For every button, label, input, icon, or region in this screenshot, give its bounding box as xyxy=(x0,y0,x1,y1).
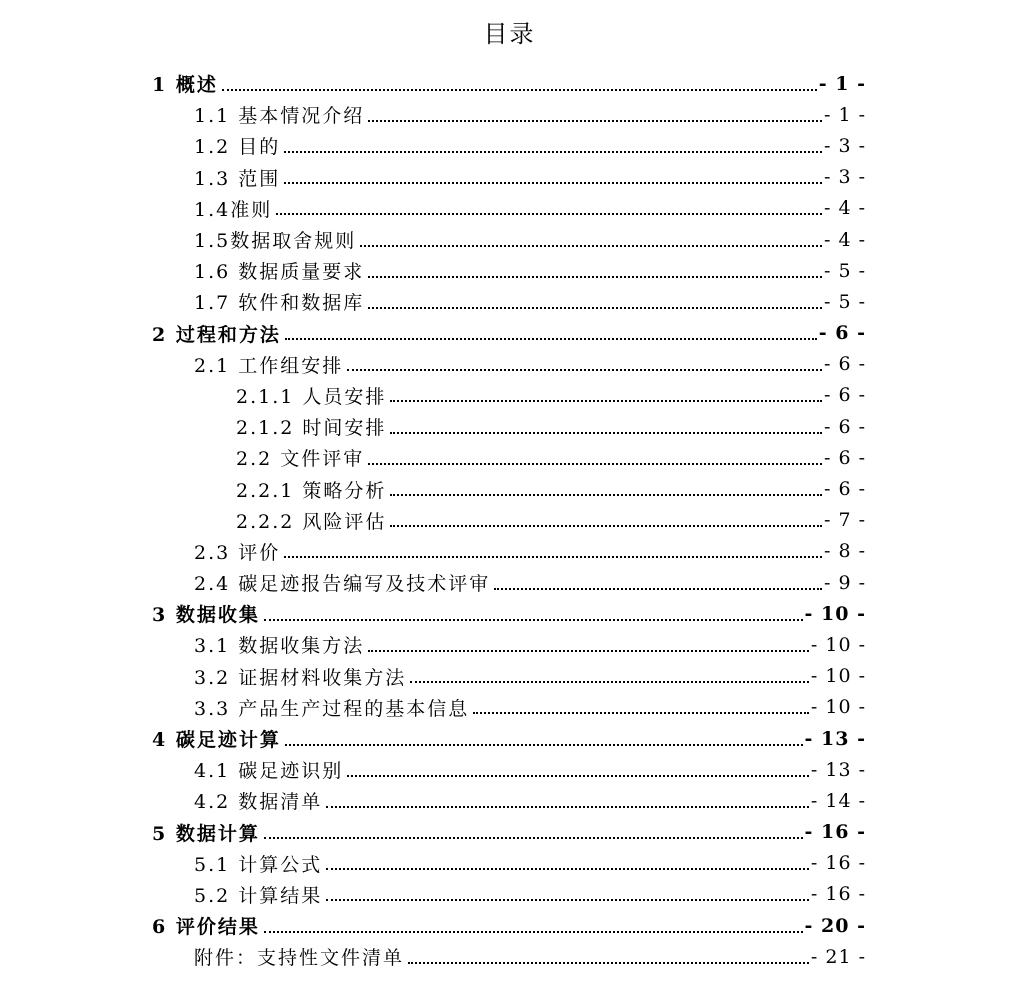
dot-leader xyxy=(390,494,822,496)
toc-entry[interactable] xyxy=(0,286,866,317)
dot-leader xyxy=(368,276,822,278)
toc-entry[interactable] xyxy=(0,99,866,130)
dot-leader xyxy=(368,120,822,122)
toc-entry-page-number: - 16 - xyxy=(810,883,866,906)
dot-leader xyxy=(390,400,822,402)
toc-entry-label: 2.1.2 时间安排 xyxy=(236,417,387,440)
toc-entry-page-number: - 21 - xyxy=(810,945,866,968)
toc-entry-label: 3 数据收集 xyxy=(152,604,260,627)
toc-entry-page-number: - 20 - xyxy=(804,914,866,937)
toc-entry-label: 2.2.2 风险评估 xyxy=(236,510,387,533)
toc-entry[interactable] xyxy=(0,349,866,380)
toc-entry-page-number: - 4 - xyxy=(823,197,866,220)
toc-entry[interactable] xyxy=(0,910,866,941)
dot-leader xyxy=(408,962,809,964)
dot-leader xyxy=(285,338,817,340)
toc-entry-page-number: - 6 - xyxy=(823,415,866,438)
toc-entry-label: 6 评价结果 xyxy=(152,916,260,939)
toc-entry-page-number: - 6 - xyxy=(823,384,866,407)
toc-entry-label: 4.1 碳足迹识别 xyxy=(194,760,344,783)
dot-leader xyxy=(390,525,822,527)
dot-leader xyxy=(494,588,822,590)
toc-entry-page-number: - 1 - xyxy=(823,103,866,126)
toc-entry-page-number: - 1 - xyxy=(818,72,866,95)
dot-leader xyxy=(410,681,809,683)
toc-entry-label: 2.4 碳足迹报告编写及技术评审 xyxy=(194,573,491,596)
toc-entry-page-number: - 10 - xyxy=(810,665,866,688)
toc-entry-label: 2.1.1 人员安排 xyxy=(236,385,387,408)
toc-entry[interactable] xyxy=(0,224,866,255)
toc-entry[interactable] xyxy=(0,567,866,598)
toc-entry[interactable] xyxy=(0,536,866,567)
page-title: 目录 xyxy=(483,20,536,48)
toc-entry[interactable] xyxy=(0,817,866,848)
dot-leader xyxy=(284,151,822,153)
toc-entry[interactable] xyxy=(0,130,866,161)
toc-entry-page-number: - 16 - xyxy=(810,852,866,875)
toc-entry[interactable] xyxy=(0,442,866,473)
dot-leader xyxy=(264,619,803,621)
toc-entry-label: 5 数据计算 xyxy=(152,822,260,845)
toc-entry-label: 2.1 工作组安排 xyxy=(194,354,344,377)
toc-entry[interactable] xyxy=(0,193,866,224)
dot-leader xyxy=(326,868,809,870)
toc-entry[interactable] xyxy=(0,380,866,411)
toc-entry-page-number: - 10 - xyxy=(810,633,866,656)
toc-entry[interactable] xyxy=(0,879,866,910)
dot-leader xyxy=(264,837,803,839)
toc-entry-label: 4 碳足迹计算 xyxy=(152,729,281,752)
toc-entry-page-number: - 10 - xyxy=(804,602,866,625)
toc-entry[interactable] xyxy=(0,255,866,286)
dot-leader xyxy=(347,775,809,777)
dot-leader xyxy=(390,432,822,434)
toc-entry-page-number: - 16 - xyxy=(804,821,866,844)
dot-leader xyxy=(473,712,809,714)
toc-entry[interactable] xyxy=(0,505,866,536)
toc-entry[interactable] xyxy=(0,473,866,504)
dot-leader xyxy=(264,931,803,933)
toc-entry-label: 2.3 评价 xyxy=(194,541,281,564)
toc-entry-label: 4.2 数据清单 xyxy=(194,791,323,814)
toc-entry[interactable] xyxy=(0,629,866,660)
toc-entry-page-number: - 4 - xyxy=(823,228,866,251)
dot-leader xyxy=(326,899,809,901)
dot-leader xyxy=(276,213,822,215)
toc-entry-page-number: - 3 - xyxy=(823,166,866,189)
dot-leader xyxy=(347,369,822,371)
toc-entry-label: 1 概述 xyxy=(152,74,218,97)
toc-entry[interactable] xyxy=(0,162,866,193)
toc-entry-page-number: - 13 - xyxy=(810,758,866,781)
toc-entry-page-number: - 9 - xyxy=(823,571,866,594)
toc-entry-page-number: - 13 - xyxy=(804,727,866,750)
toc-entry-label: 附件：支持性文件清单 xyxy=(194,947,405,970)
dot-leader xyxy=(368,463,822,465)
toc-entry-page-number: - 14 - xyxy=(810,789,866,812)
toc-entry-label: 2 过程和方法 xyxy=(152,323,281,346)
dot-leader xyxy=(326,806,809,808)
table-of-contents xyxy=(0,68,1019,972)
toc-entry-page-number: - 6 - xyxy=(818,322,866,345)
toc-entry-label: 3.1 数据收集方法 xyxy=(194,635,365,658)
toc-entry-page-number: - 5 - xyxy=(823,259,866,282)
dot-leader xyxy=(284,556,822,558)
toc-entry[interactable] xyxy=(0,68,866,99)
toc-entry-label: 1.2 目的 xyxy=(194,136,281,159)
toc-entry-page-number: - 8 - xyxy=(823,540,866,563)
dot-leader xyxy=(285,744,803,746)
toc-entry[interactable] xyxy=(0,318,866,349)
toc-entry[interactable] xyxy=(0,723,866,754)
dot-leader xyxy=(368,307,822,309)
toc-entry-page-number: - 10 - xyxy=(810,696,866,719)
toc-entry-label: 1.5数据取舍规则 xyxy=(194,230,357,253)
toc-entry-label: 1.7 软件和数据库 xyxy=(194,292,365,315)
dot-leader xyxy=(360,245,822,247)
toc-entry[interactable] xyxy=(0,941,866,972)
toc-entry-page-number: - 5 - xyxy=(823,290,866,313)
toc-entry-label: 1.1 基本情况介绍 xyxy=(194,105,365,128)
toc-entry[interactable] xyxy=(0,661,866,692)
toc-entry[interactable] xyxy=(0,785,866,816)
toc-entry-page-number: - 6 - xyxy=(823,353,866,376)
toc-entry-label: 3.3 产品生产过程的基本信息 xyxy=(194,697,470,720)
toc-entry-page-number: - 7 - xyxy=(823,509,866,532)
dot-leader xyxy=(284,182,822,184)
dot-leader xyxy=(222,89,817,91)
toc-entry[interactable] xyxy=(0,848,866,879)
toc-entry[interactable] xyxy=(0,692,866,723)
toc-entry-label: 2.2.1 策略分析 xyxy=(236,479,387,502)
toc-entry[interactable] xyxy=(0,754,866,785)
toc-entry-page-number: - 6 - xyxy=(823,478,866,501)
toc-entry-label: 5.1 计算公式 xyxy=(194,853,323,876)
toc-entry-label: 1.3 范围 xyxy=(194,167,281,190)
toc-entry[interactable] xyxy=(0,411,866,442)
toc-entry[interactable] xyxy=(0,598,866,629)
toc-entry-page-number: - 3 - xyxy=(823,134,866,157)
toc-entry-label: 1.6 数据质量要求 xyxy=(194,261,365,284)
toc-entry-label: 2.2 文件评审 xyxy=(236,448,365,471)
dot-leader xyxy=(368,650,809,652)
toc-entry-label: 3.2 证据材料收集方法 xyxy=(194,666,407,689)
toc-entry-label: 1.4准则 xyxy=(194,198,273,221)
toc-entry-page-number: - 6 - xyxy=(823,446,866,469)
toc-entry-label: 5.2 计算结果 xyxy=(194,884,323,907)
